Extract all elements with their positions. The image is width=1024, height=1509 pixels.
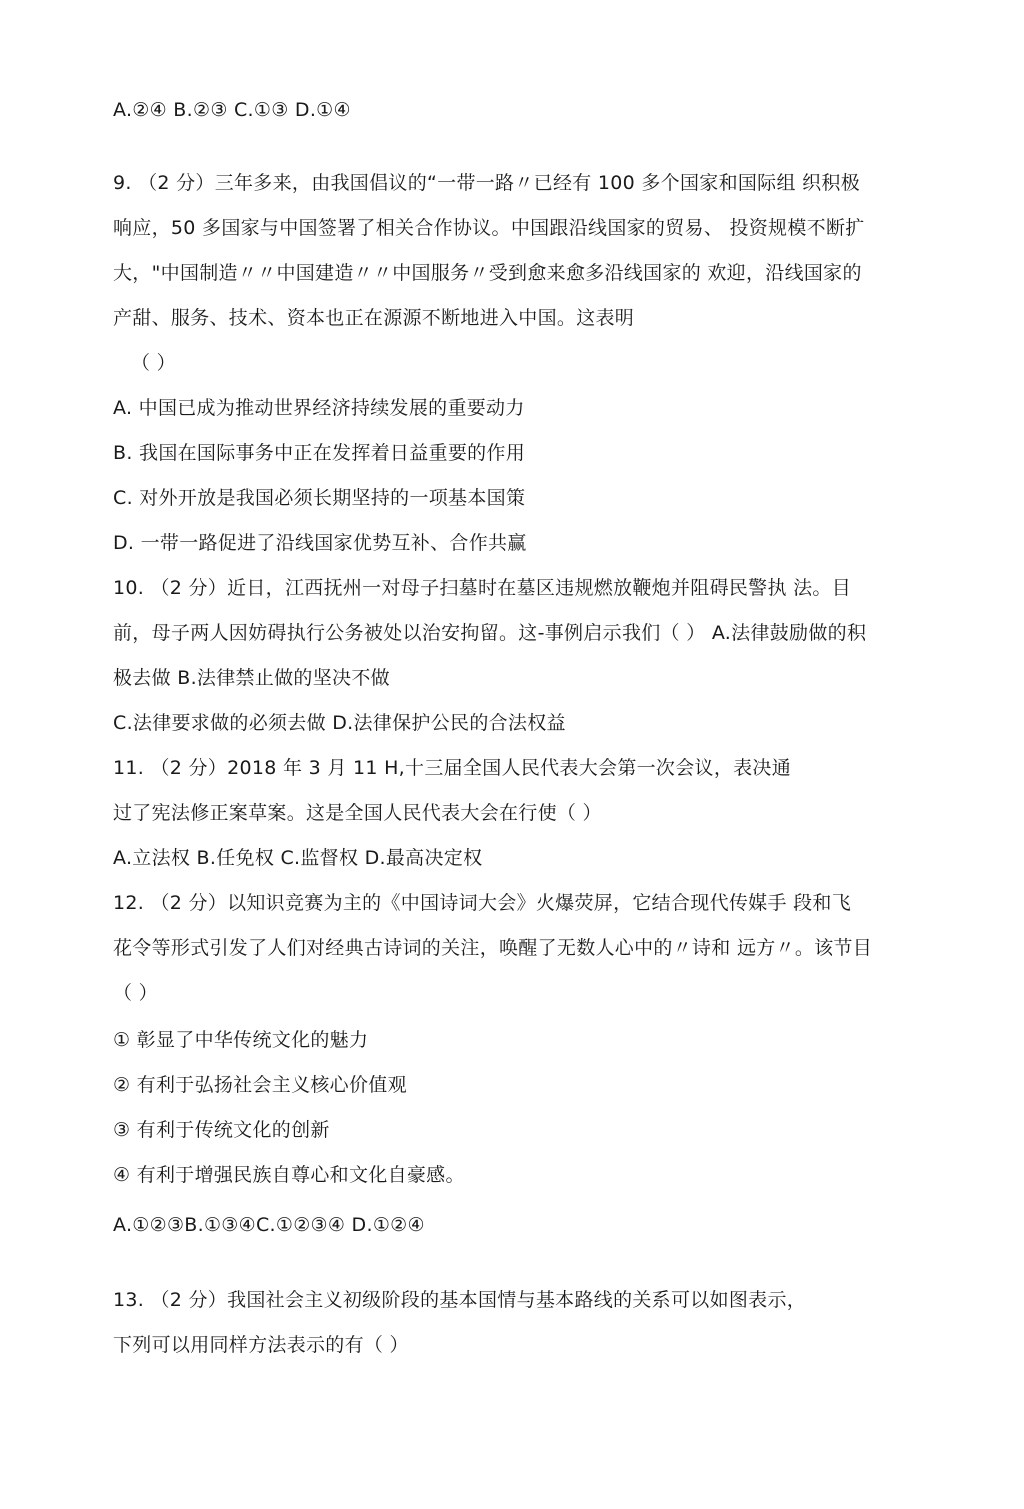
q13-stem-line-1: 13. （2 分）我国社会主义初级阶段的基本国情与基本路线的关系可以如图表示， (113, 1289, 807, 1311)
q9-answer-bracket: （ ） (131, 352, 176, 374)
q9-option-a: A. 中国已成为推动世界经济持续发展的重要动力 (113, 397, 525, 419)
q9-option-d: D. 一带一路促进了沿线国家优势互补、合作共赢 (113, 532, 527, 554)
q13-stem-line-2: 下列可以用同样方法表示的有（ ） (113, 1334, 409, 1356)
q10-stem-line-3: 极去做 B.法律禁止做的坚决不做 (113, 667, 390, 689)
q9-stem-line-1: 9. （2 分）三年多来，由我国倡议的“一带一路〃已经有 100 多个国家和国际组 织积极 (113, 172, 861, 194)
q9-stem-line-3: 大，"中国制造〃〃中国建造〃〃中国服务〃受到愈来愈多沿线国家的 欢迎，沿线国家的 (113, 262, 862, 284)
q11-stem-line-2: 过了宪法修正案草案。这是全国人民代表大会在行使（ ） (113, 802, 602, 824)
q11-stem-line-1: 11. （2 分）2018 年 3 月 11 H,十三届全国人民代表大会第一次会议，表决通 (113, 757, 792, 779)
q12-item-2: ② 有利于弘扬社会主义核心价值观 (113, 1074, 407, 1096)
q9-stem-line-2: 响应，50 多国家与中国签署了相关合作协议。中国跟沿线国家的贸易、 投资规模不断扩 (113, 217, 865, 239)
q12-choices: A.①②③B.①③④C.①②③④ D.①②④ (113, 1214, 425, 1236)
q12-stem-line-1: 12. （2 分）以知识竞赛为主的《中国诗词大会》火爆荧屏，它结合现代传媒手 段和飞 (113, 892, 852, 914)
q9-option-c: C. 对外开放是我国必须长期坚持的一项基本国策 (113, 487, 526, 509)
q12-item-3: ③ 有利于传统文化的创新 (113, 1119, 330, 1141)
q10-stem-line-1: 10. （2 分）近日，江西抚州一对母子扫墓时在墓区违规燃放鞭炮并阻碍民警执 法。目 (113, 577, 852, 599)
q8-choices: A.②④ B.②③ C.①③ D.①④ (113, 99, 351, 121)
q12-answer-bracket: （ ） (113, 982, 158, 1004)
q12-item-4: ④ 有利于增强民族自尊心和文化自豪感。 (113, 1164, 465, 1186)
q9-stem-line-4: 产甜、服务、技术、资本也正在源源不断地进入中国。这表明 (113, 307, 635, 329)
q11-choices: A.立法权 B.任免权 C.监督权 D.最高决定权 (113, 847, 483, 869)
q10-stem-line-4: C.法律要求做的必须去做 D.法律保护公民的合法权益 (113, 712, 566, 734)
q12-stem-line-2: 花令等形式引发了人们对经典古诗词的关注，唤醒了无数人心中的〃诗和 远方〃。该节目 (113, 937, 873, 959)
q12-item-1: ① 彰显了中华传统文化的魅力 (113, 1029, 369, 1051)
q10-stem-line-2: 前，母子两人因妨碍执行公务被处以治安拘留。这-事例启示我们（ ） A.法律鼓励做的积 (113, 622, 867, 644)
q9-option-b: B. 我国在国际事务中正在发挥着日益重要的作用 (113, 442, 526, 464)
